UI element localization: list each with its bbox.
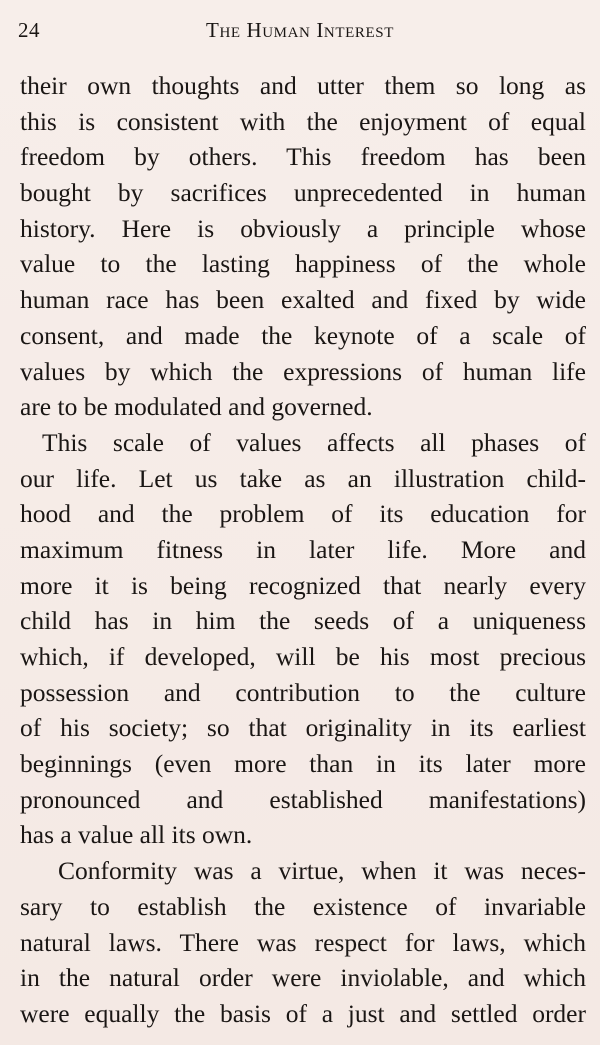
text-line: beginnings (even more than in its later more <box>20 749 586 779</box>
text-line: values by which the expressions of human life <box>20 356 586 386</box>
text-line: hood and the problem of its education for <box>20 499 586 529</box>
text-line: history. Here is obviously a principle whose <box>20 213 586 243</box>
text-line: human race has been exalted and fixed by wide <box>20 285 586 315</box>
paragraph-start-line: This scale of values affects all phases of <box>42 427 586 457</box>
paragraph-end-line: has a value all its own. <box>20 820 253 850</box>
text-line: possession and contribution to the culture <box>20 677 586 707</box>
text-line: bought by sacrifices unprecedented in human <box>20 178 586 208</box>
text-line: more it is being recognized that nearly every <box>20 570 586 600</box>
text-line: of his society; so that originality in its earliest <box>20 713 586 743</box>
page-number: 24 <box>18 18 40 42</box>
paragraph-start-line: Conformity was a virtue, when it was neces- <box>58 856 586 886</box>
text-line: this is consistent with the enjoyment of equal <box>20 106 586 136</box>
text-line: freedom by others. This freedom has been <box>20 142 586 172</box>
text-line: natural laws. There was respect for laws, which <box>20 927 586 957</box>
running-head <box>0 14 600 48</box>
text-line: pronounced and established manifestations) <box>20 784 586 814</box>
body-text <box>20 68 586 1032</box>
text-line: were equally the basis of a just and settled order <box>20 998 586 1028</box>
text-line: maximum fitness in later life. More and <box>20 534 586 564</box>
text-line: consent, and made the keynote of a scale of <box>20 320 586 350</box>
text-line: which, if developed, will be his most precious <box>20 642 586 671</box>
paragraph-end-line: are to be modulated and governed. <box>20 392 373 422</box>
text-line: our life. Let us take as an illustration child- <box>20 463 586 493</box>
text-line: their own thoughts and utter them so long as <box>20 71 586 100</box>
running-title: The Human Interest <box>206 18 394 42</box>
text-line: in the natural order were inviolable, and which <box>20 963 586 993</box>
text-line: child has in him the seeds of a uniqueness <box>20 606 586 636</box>
text-line: value to the lasting happiness of the whole <box>20 249 586 279</box>
text-line: sary to establish the existence of invariable <box>20 891 586 921</box>
